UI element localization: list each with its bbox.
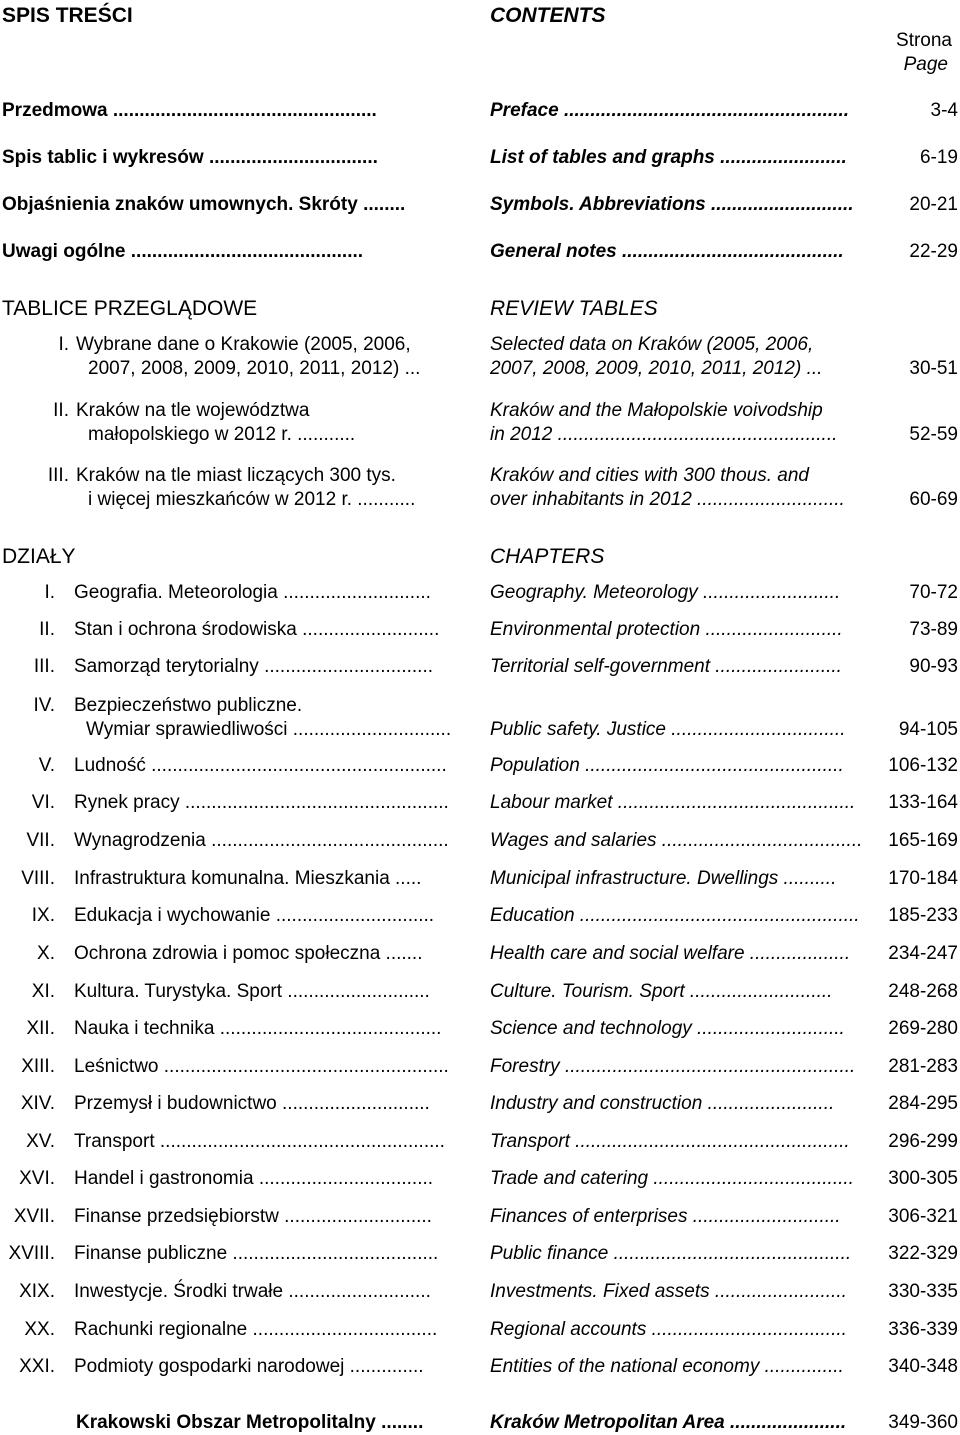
chapter-title-pl[interactable]: Transport ...................................................... — [74, 1131, 445, 1152]
chapter-title-pl[interactable]: Finanse przedsiębiorstw ............................ — [74, 1206, 432, 1227]
chapter-number: XVII. — [13, 1206, 55, 1227]
chapter-title-pl[interactable]: Kultura. Turystyka. Sport ........................... — [74, 981, 430, 1002]
chapter-page: 185-233 — [888, 905, 958, 926]
chapter-number: XI. — [31, 981, 55, 1002]
chapter-page: 94-105 — [898, 719, 958, 740]
chapter-number: XVIII. — [8, 1243, 55, 1264]
chapter-number: XX. — [24, 1319, 55, 1340]
review-item-pl-line2[interactable]: i więcej mieszkańców w 2012 r. ........... — [88, 489, 416, 510]
chapter-title-pl[interactable]: Ochrona zdrowia i pomoc społeczna ....... — [74, 943, 423, 964]
chapter-number: V. — [38, 755, 55, 776]
front-item-pl[interactable]: Objaśnienia znaków umownych. Skróty ........ — [2, 194, 406, 215]
chapter-title-en[interactable]: Regional accounts ..................................... — [490, 1319, 847, 1340]
front-item-en[interactable]: General notes .......................................... — [490, 241, 844, 262]
review-item-en-line1[interactable]: Kraków and cities with 300 thous. and — [490, 465, 809, 486]
chapters-heading-en: CHAPTERS — [490, 545, 605, 568]
chapter-title-en[interactable]: Industry and construction ........................ — [490, 1093, 835, 1114]
metro-page: 349-360 — [888, 1412, 958, 1433]
front-item-en[interactable]: Symbols. Abbreviations ........................... — [490, 194, 854, 215]
chapter-page: 248-268 — [888, 981, 958, 1002]
chapter-title-pl[interactable]: Samorząd terytorialny ................................ — [74, 656, 433, 677]
chapter-title-en[interactable]: Population ................................................. — [490, 755, 844, 776]
review-item-en-line2[interactable]: over inhabitants in 2012 ............................ — [490, 489, 845, 510]
review-item-pl-line1[interactable]: Kraków na tle miast liczących 300 tys. — [76, 465, 396, 486]
chapter-title-en[interactable]: Culture. Tourism. Sport ........................... — [490, 981, 833, 1002]
chapter-page: 336-339 — [888, 1319, 958, 1340]
review-item-pl-line1[interactable]: Wybrane dane o Krakowie (2005, 2006, — [76, 334, 411, 355]
chapter-page: 170-184 — [888, 868, 958, 889]
chapter-title-en[interactable]: Forestry ....................................................... — [490, 1056, 856, 1077]
chapter-number: XVI. — [19, 1168, 55, 1189]
chapter-title-en[interactable]: Education ..................................................... — [490, 905, 860, 926]
chapter-number: XV. — [26, 1131, 55, 1152]
chapter-number: XIII. — [21, 1056, 55, 1077]
chapter-title-pl[interactable]: Przemysł i budownictwo ............................ — [74, 1093, 430, 1114]
chapter-number: VIII. — [21, 868, 55, 889]
chapter-title-pl[interactable]: Edukacja i wychowanie .............................. — [74, 905, 435, 926]
chapter-page: 340-348 — [888, 1356, 958, 1377]
chapter-number: IX. — [31, 905, 55, 926]
chapter-title-en[interactable]: Geography. Meteorology .......................... — [490, 582, 841, 603]
chapter-title-en[interactable]: Municipal infrastructure. Dwellings .......... — [490, 868, 837, 889]
chapter-page: 306-321 — [888, 1206, 958, 1227]
page-label: Page — [903, 54, 948, 75]
chapter-number: XIX. — [19, 1281, 55, 1302]
review-item-pl-line2[interactable]: małopolskiego w 2012 r. ........... — [88, 424, 356, 445]
front-item-en[interactable]: Preface ...................................................... — [490, 100, 849, 121]
chapter-title-en[interactable]: Science and technology ............................ — [490, 1018, 845, 1039]
review-item-page: 60-69 — [909, 489, 958, 510]
review-item-pl-line1[interactable]: Kraków na tle województwa — [76, 400, 310, 421]
chapter-page: 165-169 — [888, 830, 958, 851]
chapter-title-en[interactable]: Entities of the national economy ............... — [490, 1356, 844, 1377]
front-item-page: 6-19 — [919, 147, 958, 168]
review-item-en-line1[interactable]: Kraków and the Małopolskie voivodship — [490, 400, 823, 421]
review-item-number: III. — [47, 465, 69, 486]
chapter-title-pl[interactable]: Leśnictwo ...................................................... — [74, 1056, 449, 1077]
chapter-number: IV. — [33, 695, 55, 716]
chapter-title-pl[interactable]: Handel i gastronomia ................................. — [74, 1168, 434, 1189]
chapter-page: 70-72 — [909, 582, 958, 603]
chapter-page: 281-283 — [888, 1056, 958, 1077]
chapter-page: 234-247 — [888, 943, 958, 964]
chapter-page: 90-93 — [909, 656, 958, 677]
chapter-title-pl[interactable]: Podmioty gospodarki narodowej .............. — [74, 1356, 424, 1377]
chapter-title-en[interactable]: Public safety. Justice ................................. — [490, 719, 846, 740]
front-item-page: 20-21 — [909, 194, 958, 215]
chapter-title-pl[interactable]: Finanse publiczne ....................................... — [74, 1243, 439, 1264]
review-item-en-line1[interactable]: Selected data on Kraków (2005, 2006, — [490, 334, 814, 355]
chapter-page: 269-280 — [888, 1018, 958, 1039]
review-item-page: 52-59 — [909, 424, 958, 445]
chapter-title-en[interactable]: Environmental protection .......................... — [490, 619, 843, 640]
chapter-title-pl[interactable]: Bezpieczeństwo publiczne. — [74, 695, 303, 716]
chapters-heading-pl: DZIAŁY — [2, 545, 76, 568]
chapter-title-en[interactable]: Finances of enterprises ............................ — [490, 1206, 841, 1227]
chapter-title-pl[interactable]: Nauka i technika .......................................... — [74, 1018, 442, 1039]
review-heading-en: REVIEW TABLES — [490, 297, 658, 320]
chapter-page: 106-132 — [888, 755, 958, 776]
chapter-title-en[interactable]: Investments. Fixed assets ......................... — [490, 1281, 847, 1302]
metro-pl[interactable]: Krakowski Obszar Metropolitalny ........ — [76, 1412, 424, 1433]
strona-label: Strona — [896, 30, 952, 51]
chapter-number: XXI. — [19, 1356, 55, 1377]
review-heading-pl: TABLICE PRZEGLĄDOWE — [2, 297, 258, 320]
review-item-number: II. — [53, 400, 69, 421]
chapter-title-pl[interactable]: Infrastruktura komunalna. Mieszkania ..... — [74, 868, 422, 889]
chapter-title-en[interactable]: Trade and catering ...................................... — [490, 1168, 854, 1189]
chapter-title-pl-line2[interactable]: Wymiar sprawiedliwości .............................. — [86, 719, 452, 740]
chapter-title-pl[interactable]: Rynek pracy .................................................. — [74, 792, 449, 813]
chapter-title-en[interactable]: Public finance ............................................. — [490, 1243, 852, 1264]
chapter-title-pl[interactable]: Geografia. Meteorologia ............................ — [74, 582, 431, 603]
front-item-pl[interactable]: Uwagi ogólne ............................................ — [2, 241, 364, 262]
chapter-number: II. — [39, 619, 55, 640]
front-item-page: 3-4 — [930, 100, 958, 121]
chapter-number: I. — [44, 582, 55, 603]
chapter-number: III. — [33, 656, 55, 677]
chapter-number: X. — [37, 943, 55, 964]
front-item-page: 22-29 — [909, 241, 958, 262]
chapter-page: 330-335 — [888, 1281, 958, 1302]
review-item-page: 30-51 — [909, 358, 958, 379]
review-item-en-line2[interactable]: in 2012 ..................................................... — [490, 424, 838, 445]
chapter-number: XIV. — [20, 1093, 55, 1114]
pl-title: SPIS TREŚCI — [2, 4, 133, 27]
chapter-page: 73-89 — [909, 619, 958, 640]
chapter-number: VI. — [31, 792, 55, 813]
chapter-title-en[interactable]: Transport .................................................... — [490, 1131, 850, 1152]
chapter-title-pl[interactable]: Ludność ........................................................ — [74, 755, 447, 776]
chapter-title-en[interactable]: Health care and social welfare ................... — [490, 943, 851, 964]
chapter-title-pl[interactable]: Rachunki regionalne ................................... — [74, 1319, 438, 1340]
chapter-title-pl[interactable]: Wynagrodzenia ............................................. — [74, 830, 449, 851]
chapter-page: 322-329 — [888, 1243, 958, 1264]
chapter-number: VII. — [26, 830, 55, 851]
chapter-page: 284-295 — [888, 1093, 958, 1114]
chapter-page: 296-299 — [888, 1131, 958, 1152]
front-item-pl[interactable]: Spis tablic i wykresów ................................ — [2, 147, 378, 168]
review-item-number: I. — [58, 334, 69, 355]
chapter-number: XII. — [26, 1018, 55, 1039]
front-item-pl[interactable]: Przedmowa .................................................. — [2, 100, 377, 121]
en-title: CONTENTS — [490, 4, 606, 27]
review-item-en-line2[interactable]: 2007, 2008, 2009, 2010, 2011, 2012) ... — [490, 358, 823, 379]
chapter-title-pl[interactable]: Inwestycje. Środki trwałe ........................... — [74, 1281, 431, 1302]
metro-en[interactable]: Kraków Metropolitan Area ...................... — [490, 1412, 847, 1433]
chapter-title-en[interactable]: Wages and salaries ...................................... — [490, 830, 863, 851]
chapter-page: 133-164 — [888, 792, 958, 813]
chapter-page: 300-305 — [888, 1168, 958, 1189]
chapter-title-pl[interactable]: Stan i ochrona środowiska .......................... — [74, 619, 440, 640]
review-item-pl-line2[interactable]: 2007, 2008, 2009, 2010, 2011, 2012) ... — [88, 358, 421, 379]
chapter-title-en[interactable]: Territorial self-government ........................ — [490, 656, 842, 677]
front-item-en[interactable]: List of tables and graphs ........................ — [490, 147, 847, 168]
chapter-title-en[interactable]: Labour market ............................................. — [490, 792, 856, 813]
